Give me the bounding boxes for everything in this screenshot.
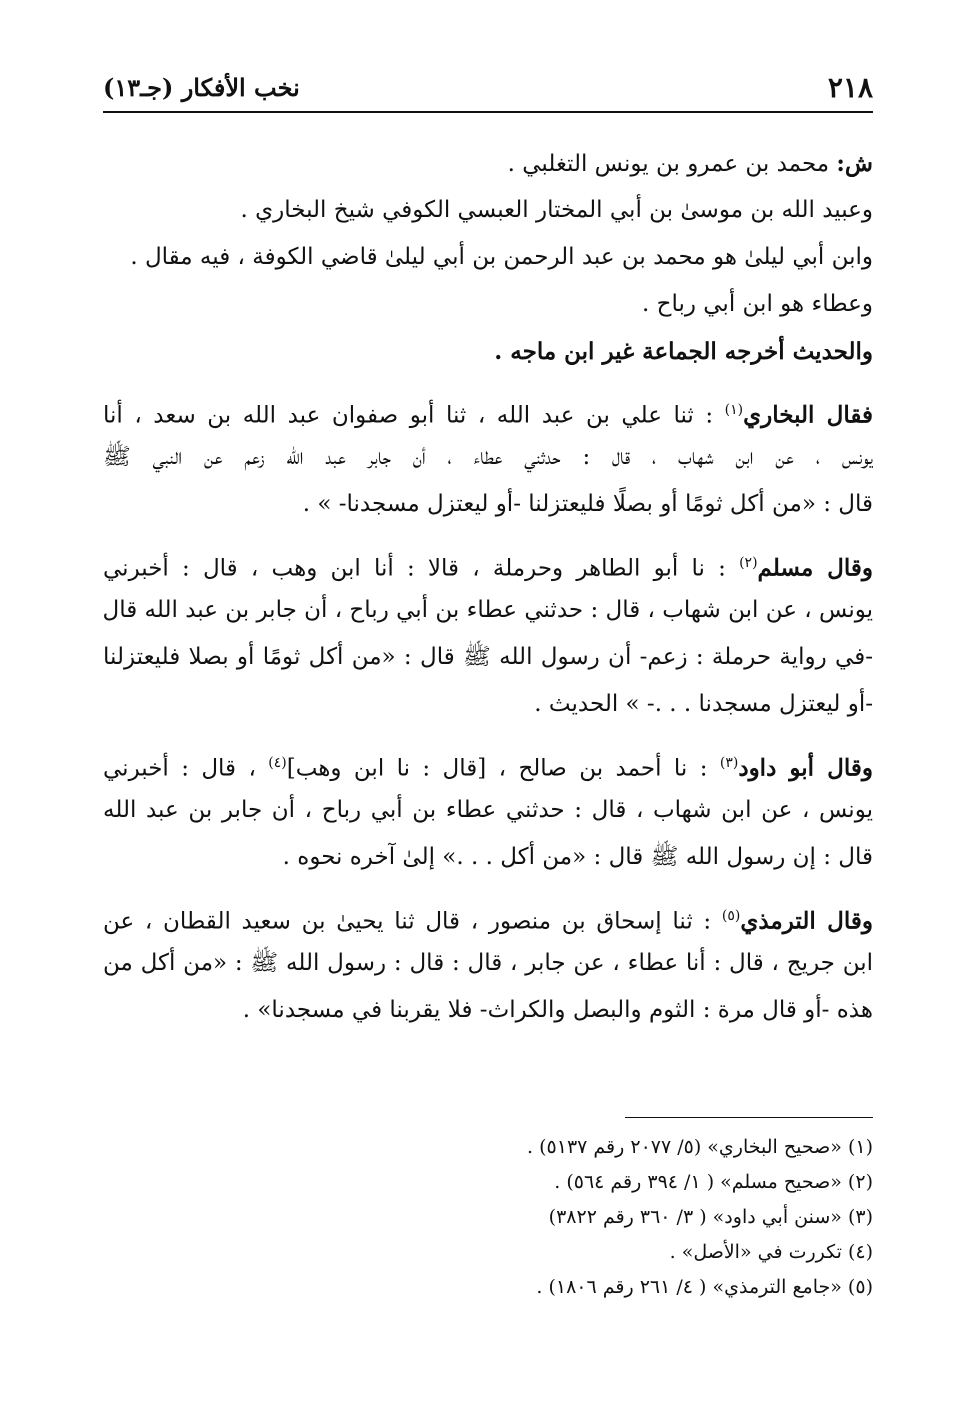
footnote-ref: (٥) [721,908,741,924]
text-line [103,234,873,281]
footnote-separator [625,1117,873,1118]
header-rule [103,111,873,113]
text-line [103,634,873,681]
paragraph [103,540,873,728]
bold-lead: والحديث أخرجه الجماعة غير ابن ماجه . [494,338,873,365]
text-line [103,834,873,881]
line-text: يونس ، عن ابن شهاب ، قال : حدثني عطاء بن أبي رباح ، أن جابر بن عبد الله قال [103,597,873,623]
footnote-item: (٥) «جامع الترمذي» ( ٤/ ٢٦١ رقم ١٨٠٦) . [536,1276,873,1298]
line-text: وعطاء هو ابن أبي رباح . [641,291,873,317]
text-line [103,140,873,187]
line-text: : نا أبو الطاهر وحرملة ، قالا : أنا ابن وهب ، قال : أخبرني [103,555,740,582]
line-text: وعبيد الله بن موسىٰ بن أبي المختار العبسي الكوفي شيخ البخاري . [240,197,873,223]
footnote-ref: (٣) [719,755,739,771]
text-line [103,328,873,375]
text-line [103,540,873,587]
paragraph [103,140,873,375]
text-line [103,281,873,328]
text-line [103,893,873,940]
paragraph-gap [103,528,873,540]
line-text: هذه -أو قال مرة : الثوم والبصل والكراث- فلا يقربنا في مسجدنا» . [242,997,873,1023]
text-line [103,681,873,728]
bold-lead: وقال الترمذي [740,907,873,935]
line-text: : نا أحمد بن صالح ، [قال : نا ابن وهب] [286,755,720,782]
bold-lead: فقال البخاري [743,401,873,429]
text-line [103,587,873,634]
line-text: وابن أبي ليلىٰ هو محمد بن عبد الرحمن بن أبي ليلىٰ قاضي الكوفة ، فيه مقال . [130,244,873,270]
text-line [103,940,873,987]
paragraph-gap [103,728,873,740]
footnote-ref: (٢) [739,555,758,571]
text-line [103,187,873,234]
text-line [103,740,873,787]
line-text: يونس ، عن ابن شهاب ، قال : حدثني عطاء ، أن جابر عبد الله زعم عن النبي ﷺ [103,444,873,470]
line-text: : ثنا إسحاق بن منصور ، قال ثنا يحيىٰ بن سعيد القطان ، عن [103,908,722,935]
line-text: ابن جريج ، قال : أنا عطاء ، عن جابر ، قال : قال : رسول الله ﷺ : «من أكل من [103,950,873,976]
line-text: قال : «من أكل ثومًا أو بصلًا فليعتزلنا -أو ليعتزل مسجدنا- » . [302,491,873,517]
line-text: قال : إن رسول الله ﷺ قال : «من أكل . . .» إلىٰ آخره نحوه . [282,844,873,870]
line-text: : ثنا علي بن عبد الله ، ثنا أبو صفوان عبد الله بن سعد ، أنا [103,402,725,429]
text-line [103,987,873,1034]
page-header [103,70,873,104]
footnote-item: (٣) «سنن أبي داود» ( ٣/ ٣٦٠ رقم ٣٨٢٢) [548,1206,873,1228]
text-line [103,434,873,481]
footnote-ref: (١) [724,402,744,418]
bold-lead: وقال أبو داود [738,754,873,782]
paragraph-gap [103,881,873,893]
line-text: محمد بن عمرو بن يونس التغلبي . [507,151,837,177]
paragraph [103,740,873,881]
bold-lead: وقال مسلم [757,554,873,582]
running-title: نخب الأفكار (جـ١٣) [103,72,300,102]
footnote-item: (١) «صحيح البخاري» (٥/ ٢٠٧٧ رقم ٥١٣٧) . [527,1136,873,1158]
line-text: ، قال : أخبرني [103,755,269,782]
footnote-ref: (٤) [268,755,287,771]
line-text: -أو ليعتزل مسجدنا . . .- » الحديث . [534,691,873,717]
text-line [103,387,873,434]
line-text: -في رواية حرملة : زعم- أن رسول الله ﷺ قال : «من أكل ثومًا أو بصلا فليعتزلنا [103,644,873,670]
paragraph [103,387,873,528]
bold-lead: ش: [836,150,873,177]
footnotes [103,1130,873,1305]
main-text [103,140,873,1034]
footnote-item: (٢) «صحيح مسلم» ( ١/ ٣٩٤ رقم ٥٦٤) . [554,1171,873,1193]
text-line [103,481,873,528]
footnote-item: (٤) تكررت في «الأصل» . [669,1241,873,1263]
page-number: ٢١٨ [827,70,873,104]
paragraph [103,893,873,1034]
paragraph-gap [103,375,873,387]
text-line [103,787,873,834]
line-text: يونس ، عن ابن شهاب ، قال : حدثني عطاء بن أبي رباح ، أن جابر بن عبد الله [103,797,873,823]
